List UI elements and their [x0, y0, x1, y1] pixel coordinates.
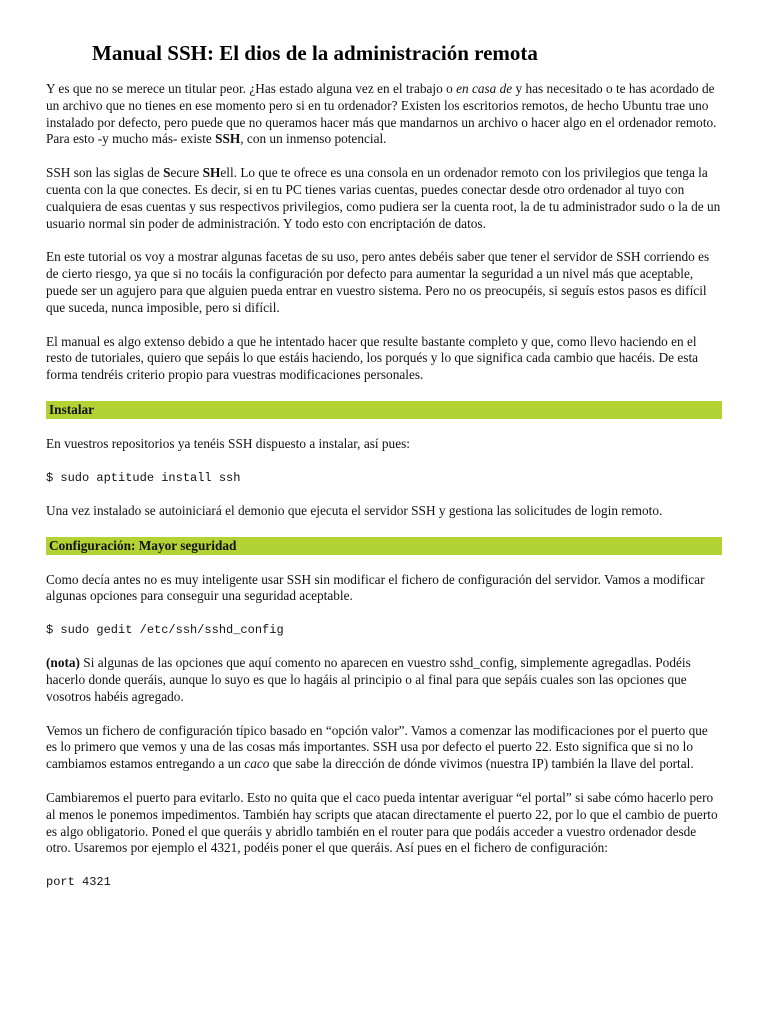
- port-explanation-paragraph: [46, 723, 722, 773]
- bold-text: (nota): [46, 655, 80, 671]
- install-paragraph: En vuestros repositorios ya tenéis SSH dispuesto a instalar, así pues:: [46, 435, 410, 451]
- text-run: ell. Lo que te ofrece es una consola en un ordenador remoto con los privilegios que tenga la cuenta con la que conectes. Es decir, si en tu PC tienes varias cuentas, puedes conectar desde otro ordenador al tuyo con cualquiera de esas cuentas y sus respectivos privilegios, como pudiera ser la cuenta root, la de tu administrador sudo o la de un usuario normal sin poder de administración. Y todo esto con encriptación de datos.: [46, 165, 721, 231]
- section-heading-install: Instalar: [46, 401, 722, 419]
- text-run: , con un inmenso potencial.: [240, 131, 387, 147]
- port-config-line: port 4321: [46, 875, 111, 890]
- config-intro-paragraph: Como decía antes no es muy inteligente usar SSH sin modificar el fichero de configuración del servidor. Vamos a modificar algunas opciones para conseguir una seguridad aceptable.: [46, 571, 705, 604]
- text-run: que sabe la dirección de dónde vivimos (nuestra IP) también la llave del portal.: [269, 756, 694, 772]
- text-run: Vemos un fichero de configuración típico basado en “opción valor”. Vamos a comenzar las modificaciones por el puerto que es lo primero que vemos y una de las cosas más importantes. SSH usa por defecto el puerto 22. Esto significa que si no lo cambiamos estamos entregando a un: [46, 722, 708, 772]
- manual-scope-paragraph: El manual es algo extenso debido a que he intentado hacer que resulte bastante completo y que, como llevo haciendo en el resto de tutoriales, quiero que sepáis lo que estáis haciendo, los porqués y lo que significa cada cambio que hacéis. De esta forma tendréis criterio propio para vuestras modificaciones personales.: [46, 333, 699, 383]
- install-command: $ sudo aptitude install ssh: [46, 470, 241, 485]
- edit-config-command: $ sudo gedit /etc/ssh/sshd_config: [46, 623, 284, 638]
- risk-paragraph: En este tutorial os voy a mostrar algunas facetas de su uso, pero antes debéis saber que tener el servidor de SSH corriendo es de cierto riesgo, ya que si no tocáis la configuración por defecto para aumentar la seguridad a un nivel más que aceptable, puede ser un agujero para que alguien pueda entrar en vuestro sistema. Pero no os preocupéis, si seguís estos pasos es difícil que suceda, nunca imposible, pero si difícil.: [46, 249, 710, 315]
- emphasis-text: en casa de: [456, 81, 513, 96]
- ssh-definition-paragraph: [46, 165, 722, 232]
- text-run: ecure: [170, 165, 203, 181]
- bold-text: SH: [202, 165, 221, 181]
- text-run: y has necesitado o te has acordado de un archivo que no tienes en ese momento pero si en tu ordenador? Existen los escritorios remotos, de hecho Ubuntu trae uno instalado por defecto, pero puede que no queramos hacer más que mandarnos un archivo o hacer algo en el ordenador remoto. Para esto -y mucho más- existe: [46, 81, 717, 147]
- emphasis-text: caco: [244, 756, 270, 772]
- intro-paragraph: [46, 81, 722, 148]
- bold-text: S: [163, 165, 171, 181]
- post-install-paragraph: Una vez instalado se autoiniciará el demonio que ejecuta el servidor SSH y gestiona las solicitudes de login remoto.: [46, 502, 663, 518]
- text-run: Y es que no se merece un titular peor. ¿Has estado alguna vez en el trabajo o: [46, 81, 457, 96]
- section-heading-config: Configuración: Mayor seguridad: [46, 537, 722, 555]
- text-run: SSH son las siglas de: [46, 165, 164, 181]
- bold-text: SSH: [215, 131, 241, 147]
- page-title: Manual SSH: El dios de la administración remota: [92, 41, 538, 65]
- text-run: Si algunas de las opciones que aquí comento no aparecen en vuestro sshd_config, simplemente agregadlas. Podéis hacerlo donde queráis, aunque lo suyo es que lo hagáis al principio o al final para que sepáis cuales son las opciones que vosotros habéis agregado.: [46, 655, 691, 704]
- port-change-paragraph: Cambiaremos el puerto para evitarlo. Esto no quita que el caco pueda intentar averiguar “el portal” si sabe cómo hacerlo pero al menos le ponemos impedimentos. También hay scripts que atacan directamente el puerto 22, por lo que el cambio de puerto es algo obligatorio. Poned el que queráis y abridlo también en el router para que podáis acceder a vuestro ordenador desde otro. Usaremos por ejemplo el 4321, podéis poner el que queráis. Así pues en el fichero de configuración:: [46, 789, 718, 856]
- note-paragraph: [46, 655, 722, 705]
- document-page: [46, 40, 722, 907]
